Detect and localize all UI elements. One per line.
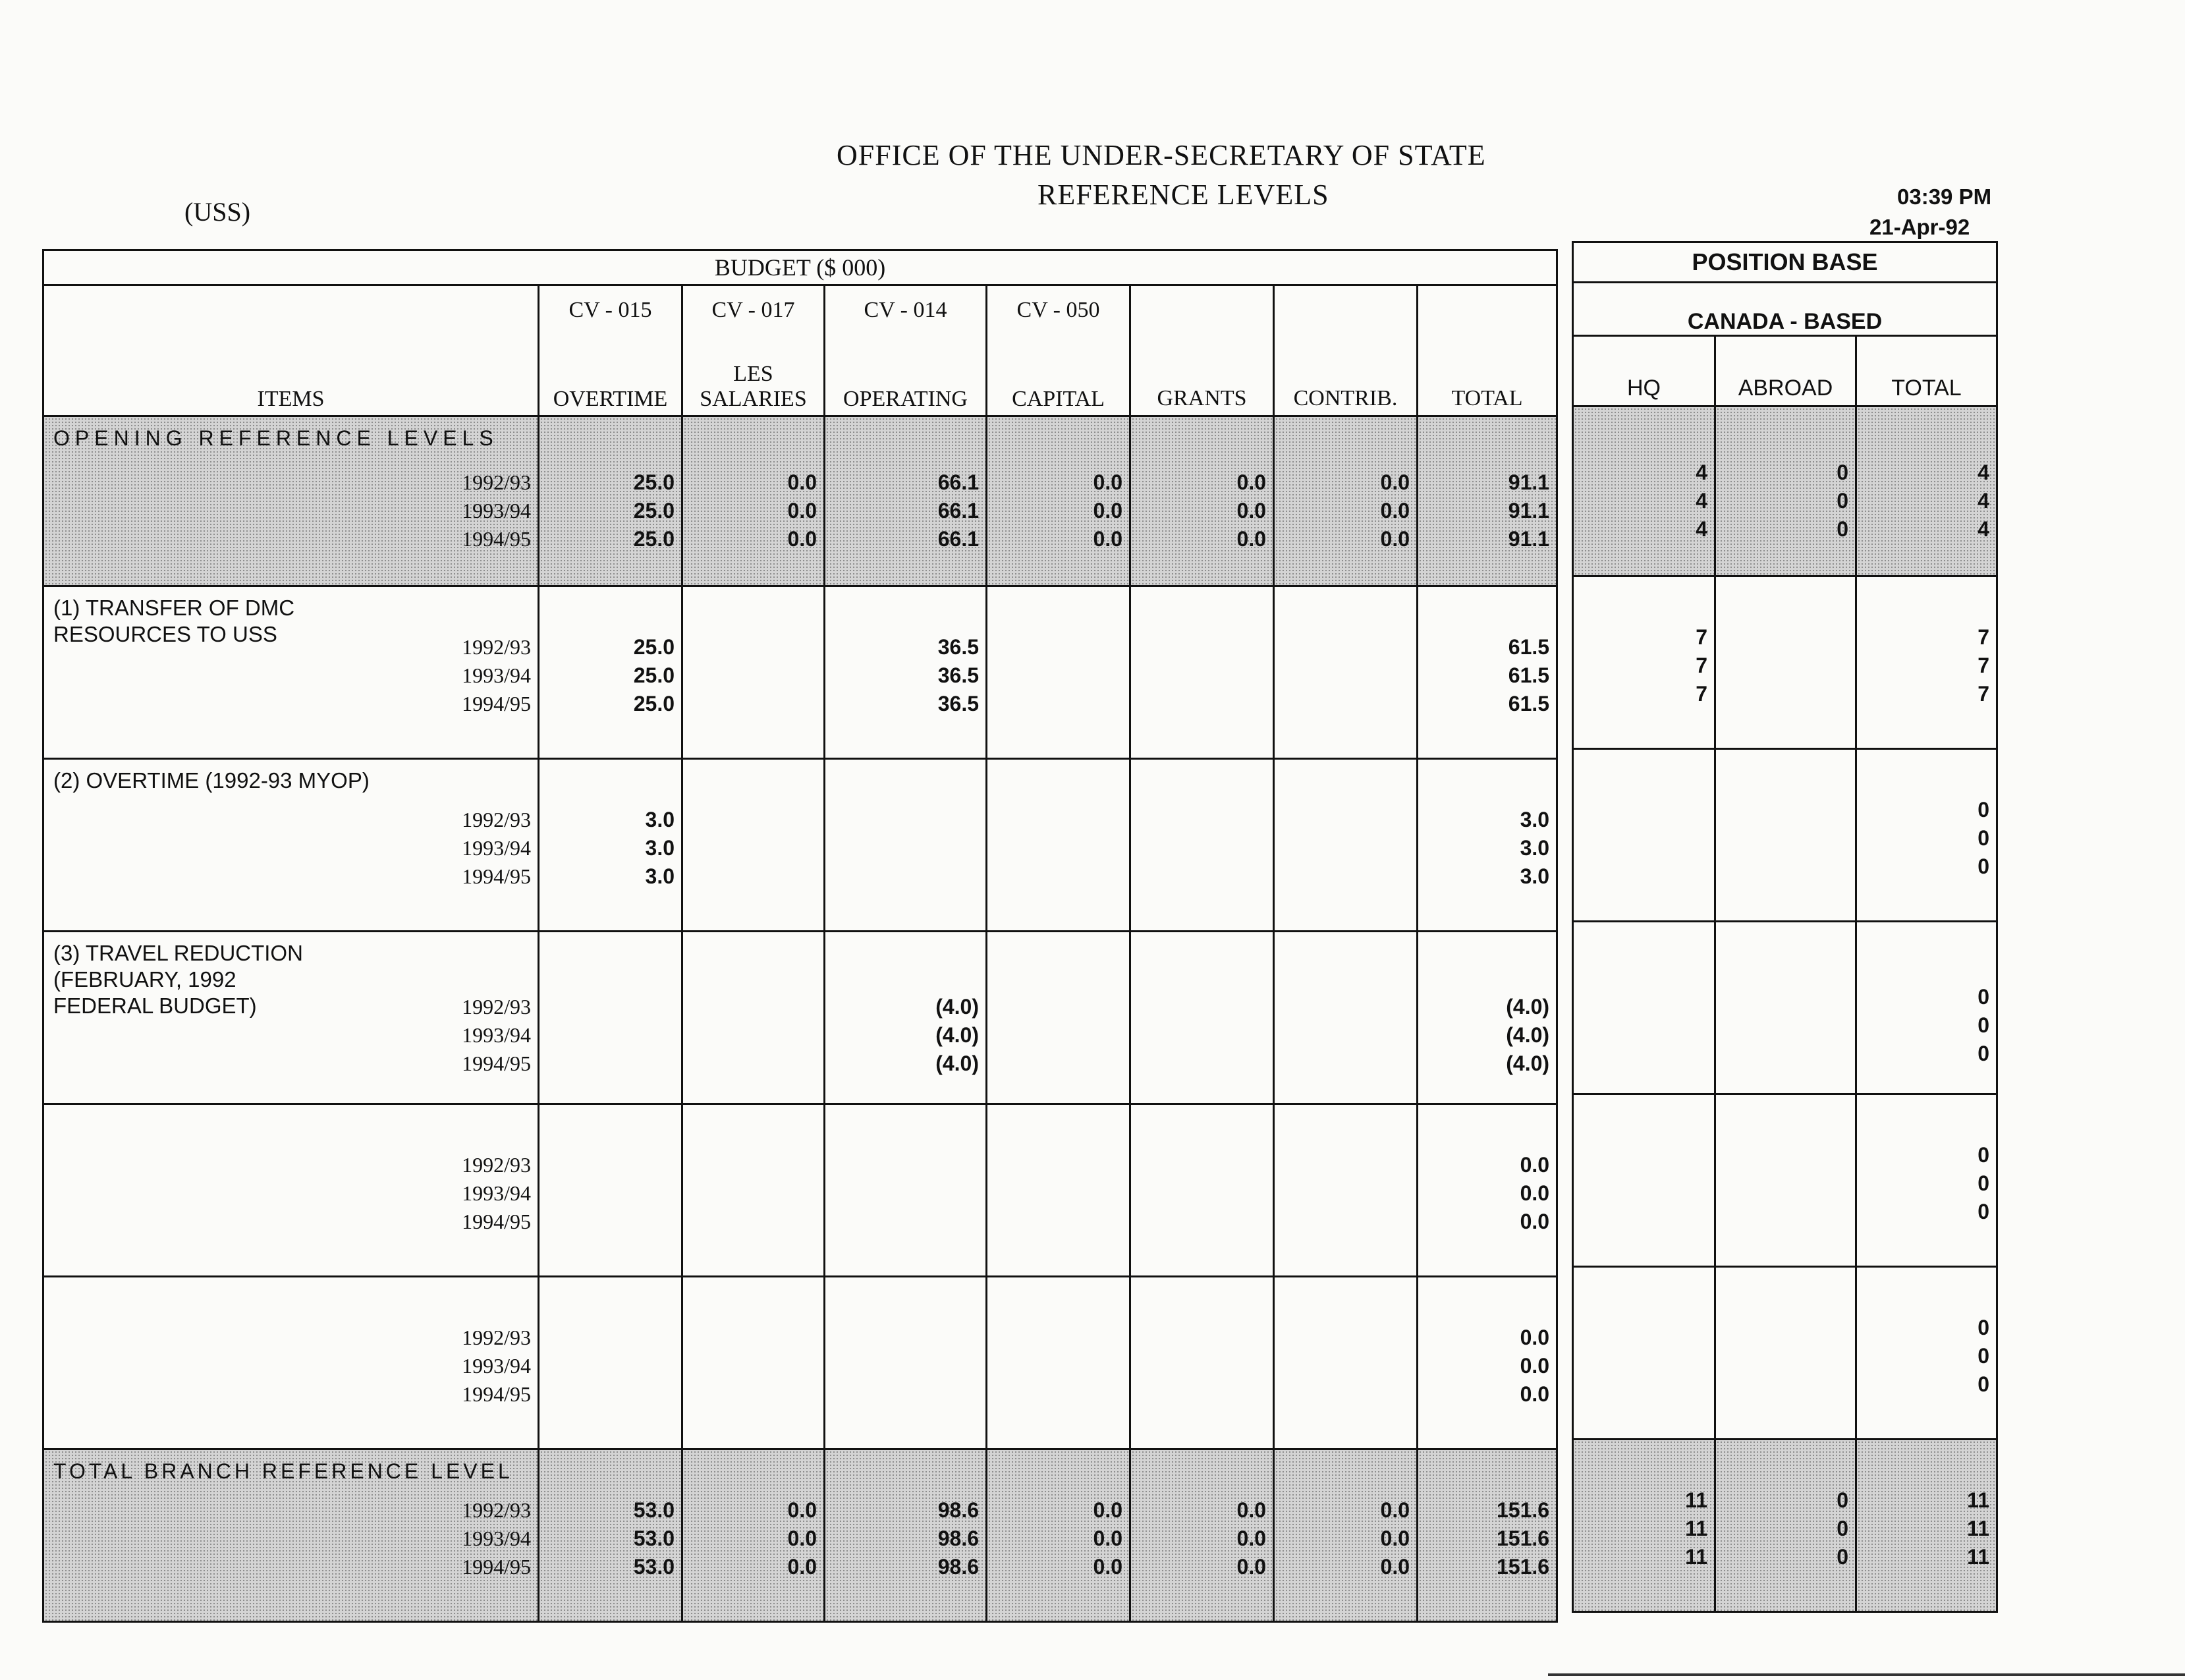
cell-overtime <box>539 932 682 1104</box>
cell-les-salaries <box>682 586 825 759</box>
year-label: 1993/94 <box>462 499 531 522</box>
col-header-contrib: CONTRIB. <box>1274 285 1418 416</box>
item-cell <box>43 759 539 932</box>
cell-pos-total: 0 0 0 <box>1856 749 1997 922</box>
year-label: 1994/95 <box>462 692 531 715</box>
budget-table <box>42 249 1558 1623</box>
cell-contrib <box>1274 759 1418 932</box>
year-label: 1993/94 <box>462 1354 531 1378</box>
year-label: 1994/95 <box>462 1210 531 1233</box>
year-label: 1993/94 <box>462 1181 531 1205</box>
position-base-table <box>1572 241 1998 1613</box>
budget-row <box>43 416 1557 586</box>
budget-row <box>43 1277 1557 1449</box>
cell-les-salaries <box>682 759 825 932</box>
cell-pos-total: 0 0 0 <box>1856 1267 1997 1440</box>
cell-abroad <box>1715 1094 1856 1267</box>
year-label: 1993/94 <box>462 663 531 687</box>
col-header-capital: CV - 050 CAPITAL <box>987 285 1130 416</box>
position-row <box>1573 406 1997 576</box>
cell-hq <box>1573 922 1715 1094</box>
item-label: (3) TRAVEL REDUCTION (FEBRUARY, 1992 FEDERAL BUDGET) <box>53 941 303 1018</box>
cell-contrib: 0.0 0.0 0.0 <box>1274 1449 1418 1622</box>
col-header-les-salaries: CV - 017 LES SALARIES <box>682 285 825 416</box>
cell-abroad: 0 0 0 <box>1715 406 1856 576</box>
cell-total: 61.5 61.5 61.5 <box>1418 586 1557 759</box>
item-cell <box>43 1277 539 1449</box>
cell-les-salaries <box>682 1277 825 1449</box>
cell-total: 91.1 91.1 91.1 <box>1418 416 1557 586</box>
year-labels <box>462 993 531 1078</box>
item-label: TOTAL BRANCH REFERENCE LEVEL <box>53 1459 513 1483</box>
cell-total: 0.0 0.0 0.0 <box>1418 1104 1557 1277</box>
items-header: ITEMS <box>43 285 539 416</box>
cell-grants: 0.0 0.0 0.0 <box>1130 416 1274 586</box>
cell-operating <box>825 1104 987 1277</box>
item-cell <box>43 932 539 1104</box>
cell-capital: 0.0 0.0 0.0 <box>987 1449 1130 1622</box>
cell-abroad <box>1715 749 1856 922</box>
cell-contrib <box>1274 932 1418 1104</box>
item-cell <box>43 586 539 759</box>
cell-pos-total: 0 0 0 <box>1856 922 1997 1094</box>
budget-row <box>43 1104 1557 1277</box>
cell-contrib <box>1274 1104 1418 1277</box>
cell-les-salaries: 0.0 0.0 0.0 <box>682 1449 825 1622</box>
year-label: 1992/93 <box>462 995 531 1019</box>
cell-overtime: 25.0 25.0 25.0 <box>539 586 682 759</box>
cell-abroad <box>1715 922 1856 1094</box>
position-base-title: POSITION BASE <box>1573 242 1997 283</box>
cell-overtime <box>539 1104 682 1277</box>
position-row <box>1573 1094 1997 1267</box>
year-label: 1994/95 <box>462 864 531 888</box>
item-cell <box>43 1449 539 1622</box>
budget-row <box>43 1449 1557 1622</box>
page-edge-line <box>1548 1673 2185 1676</box>
cell-capital: 0.0 0.0 0.0 <box>987 416 1130 586</box>
cell-capital <box>987 1104 1130 1277</box>
year-label: 1994/95 <box>462 527 531 551</box>
year-labels <box>462 633 531 718</box>
item-label: (2) OVERTIME (1992-93 MYOP) <box>53 768 370 793</box>
col-header-grants: GRANTS <box>1130 285 1274 416</box>
cell-grants: 0.0 0.0 0.0 <box>1130 1449 1274 1622</box>
cell-capital <box>987 932 1130 1104</box>
cell-contrib <box>1274 586 1418 759</box>
col-header-overtime: CV - 015 OVERTIME <box>539 285 682 416</box>
cell-hq <box>1573 749 1715 922</box>
cell-les-salaries <box>682 1104 825 1277</box>
position-row <box>1573 749 1997 922</box>
year-labels <box>462 806 531 891</box>
year-label: 1994/95 <box>462 1382 531 1406</box>
year-labels <box>462 1324 531 1409</box>
budget-row <box>43 932 1557 1104</box>
cell-hq <box>1573 1094 1715 1267</box>
cell-pos-total: 0 0 0 <box>1856 1094 1997 1267</box>
cell-contrib <box>1274 1277 1418 1449</box>
cell-capital <box>987 586 1130 759</box>
cell-operating: 98.6 98.6 98.6 <box>825 1449 987 1622</box>
cell-grants <box>1130 759 1274 932</box>
col-header-operating: CV - 014 OPERATING <box>825 285 987 416</box>
cell-overtime <box>539 1277 682 1449</box>
cell-contrib: 0.0 0.0 0.0 <box>1274 416 1418 586</box>
cell-grants <box>1130 1277 1274 1449</box>
cell-grants <box>1130 586 1274 759</box>
year-label: 1992/93 <box>462 808 531 831</box>
year-labels <box>462 468 531 553</box>
year-label: 1992/93 <box>462 1153 531 1177</box>
cell-overtime: 53.0 53.0 53.0 <box>539 1449 682 1622</box>
cell-operating: (4.0) (4.0) (4.0) <box>825 932 987 1104</box>
cell-overtime: 25.0 25.0 25.0 <box>539 416 682 586</box>
col-header-total: TOTAL <box>1418 285 1557 416</box>
cell-operating <box>825 1277 987 1449</box>
cell-total: 0.0 0.0 0.0 <box>1418 1277 1557 1449</box>
year-label: 1993/94 <box>462 1526 531 1550</box>
page-title: OFFICE OF THE UNDER-SECRETARY OF STATE <box>837 139 1486 171</box>
col-header-pos-total: TOTAL <box>1856 336 1997 406</box>
cell-hq: 7 7 7 <box>1573 576 1715 749</box>
col-header-hq: HQ <box>1573 336 1715 406</box>
cell-capital <box>987 759 1130 932</box>
cell-pos-total: 4 4 4 <box>1856 406 1997 576</box>
cell-total: 3.0 3.0 3.0 <box>1418 759 1557 932</box>
col-header-abroad: ABROAD <box>1715 336 1856 406</box>
item-cell <box>43 416 539 586</box>
budget-band-title: BUDGET ($ 000) <box>43 250 1557 285</box>
year-label: 1992/93 <box>462 470 531 494</box>
year-label: 1992/93 <box>462 1326 531 1349</box>
year-label: 1992/93 <box>462 1498 531 1522</box>
budget-row <box>43 586 1557 759</box>
cell-capital <box>987 1277 1130 1449</box>
year-labels <box>462 1151 531 1236</box>
print-time: 03:39 PM <box>1897 184 1992 209</box>
cell-grants <box>1130 932 1274 1104</box>
cell-operating: 36.5 36.5 36.5 <box>825 586 987 759</box>
cell-hq: 11 11 11 <box>1573 1440 1715 1612</box>
position-row <box>1573 576 1997 749</box>
cell-pos-total: 11 11 11 <box>1856 1440 1997 1612</box>
year-label: 1994/95 <box>462 1555 531 1579</box>
cell-abroad <box>1715 576 1856 749</box>
cell-abroad: 0 0 0 <box>1715 1440 1856 1612</box>
cell-les-salaries: 0.0 0.0 0.0 <box>682 416 825 586</box>
year-labels <box>462 1496 531 1581</box>
cell-grants <box>1130 1104 1274 1277</box>
item-label: OPENING REFERENCE LEVELS <box>53 426 499 450</box>
year-label: 1993/94 <box>462 1023 531 1047</box>
cell-operating: 66.1 66.1 66.1 <box>825 416 987 586</box>
position-row <box>1573 1267 1997 1440</box>
canada-based-title: CANADA - BASED <box>1573 283 1997 336</box>
cell-hq <box>1573 1267 1715 1440</box>
cell-overtime: 3.0 3.0 3.0 <box>539 759 682 932</box>
item-label: (1) TRANSFER OF DMC RESOURCES TO USS <box>53 596 295 646</box>
position-row <box>1573 1440 1997 1612</box>
year-label: 1994/95 <box>462 1051 531 1075</box>
cell-hq: 4 4 4 <box>1573 406 1715 576</box>
office-code: (USS) <box>184 197 251 227</box>
year-label: 1992/93 <box>462 635 531 659</box>
cell-les-salaries <box>682 932 825 1104</box>
page-subtitle: REFERENCE LEVELS <box>1037 179 1329 211</box>
item-cell <box>43 1104 539 1277</box>
cell-abroad <box>1715 1267 1856 1440</box>
cell-total: 151.6 151.6 151.6 <box>1418 1449 1557 1622</box>
year-label: 1993/94 <box>462 836 531 860</box>
budget-row <box>43 759 1557 932</box>
print-date: 21-Apr-92 <box>1869 215 1970 239</box>
cell-pos-total: 7 7 7 <box>1856 576 1997 749</box>
cell-operating <box>825 759 987 932</box>
position-row <box>1573 922 1997 1094</box>
cell-total: (4.0) (4.0) (4.0) <box>1418 932 1557 1104</box>
